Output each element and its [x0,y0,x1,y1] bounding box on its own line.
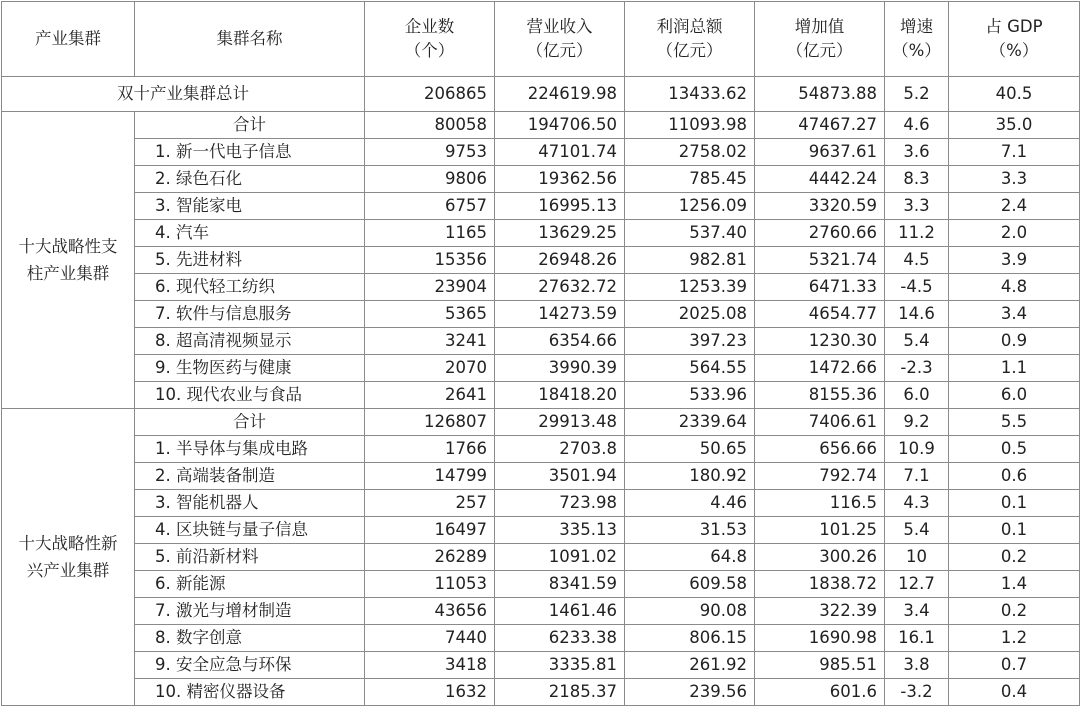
table-cell-value: 4654.77 [755,301,885,328]
table-cell-value: 537.40 [625,220,755,247]
table-body [2,77,1080,706]
cluster-name: 5. 前沿新材料 [135,544,365,571]
table-cell-value: 3.3 [949,166,1080,193]
table-cell-value: 2025.08 [625,301,755,328]
table-cell-value: 335.13 [495,517,625,544]
table-cell-value: 6354.66 [495,328,625,355]
table-row [2,436,1080,463]
table-cell-value: 12.7 [885,571,949,598]
table-cell-value: 785.45 [625,166,755,193]
table-cell-value: 6471.33 [755,274,885,301]
table-cell-value: 35.0 [949,112,1080,139]
group-label: 十大战略性新兴产业集群 [2,409,135,706]
group-subtotal-row [2,409,1080,436]
table-cell-value: 9.2 [885,409,949,436]
table-cell-value: 564.55 [625,355,755,382]
table-cell-value: -3.2 [885,679,949,706]
table-row [2,679,1080,706]
table-row [2,166,1080,193]
table-cell-value: 5321.74 [755,247,885,274]
column-header [949,2,1080,77]
table-cell-value: 47467.27 [755,112,885,139]
table-cell-value: 0.9 [949,328,1080,355]
table-cell-value: 50.65 [625,436,755,463]
cluster-name: 8. 数字创意 [135,625,365,652]
column-header [495,2,625,77]
table-cell-value: 6233.38 [495,625,625,652]
table-cell-value: 1230.30 [755,328,885,355]
column-header-label: 营业收入 [526,17,593,36]
table-cell-value: 2339.64 [625,409,755,436]
table-cell-value: 14.6 [885,301,949,328]
subtotal-name: 合计 [135,409,365,436]
cluster-name: 3. 智能机器人 [135,490,365,517]
table-cell-value: 14273.59 [495,301,625,328]
cluster-name: 2. 绿色石化 [135,166,365,193]
table-cell-value: 4.3 [885,490,949,517]
table-cell-value: 1165 [365,220,495,247]
table-cell-value: 0.1 [949,517,1080,544]
table-cell-value: 533.96 [625,382,755,409]
column-header-unit: （个） [404,41,455,60]
grand-total-row [2,77,1080,112]
table-cell-value: 656.66 [755,436,885,463]
group-subtotal-row [2,112,1080,139]
table-cell-value: 3320.59 [755,193,885,220]
cluster-name: 6. 新能源 [135,571,365,598]
cluster-name: 8. 超高清视频显示 [135,328,365,355]
table-cell-value: 300.26 [755,544,885,571]
table-cell-value: 116.5 [755,490,885,517]
table-cell-value: 4.6 [885,112,949,139]
table-cell-value: 26289 [365,544,495,571]
subtotal-name: 合计 [135,112,365,139]
column-header-label: 增加值 [794,17,845,36]
table-cell-value: 1.1 [949,355,1080,382]
table-cell-value: 4.5 [885,247,949,274]
table-cell-value: 7406.61 [755,409,885,436]
table-cell-value: 2.0 [949,220,1080,247]
table-cell-value: 3.4 [949,301,1080,328]
cluster-name: 10. 现代农业与食品 [135,382,365,409]
table-cell-value: 40.5 [949,77,1080,112]
table-cell-value: 4.46 [625,490,755,517]
table-cell-value: 2070 [365,355,495,382]
table-cell-value: 194706.50 [495,112,625,139]
table-cell-value: 3501.94 [495,463,625,490]
table-cell-value: 3990.39 [495,355,625,382]
table-cell-value: 16995.13 [495,193,625,220]
table-cell-value: 64.8 [625,544,755,571]
table-row [2,571,1080,598]
table-row [2,355,1080,382]
table-row [2,490,1080,517]
table-cell-value: 397.23 [625,328,755,355]
table-cell-value: 982.81 [625,247,755,274]
table-cell-value: 1091.02 [495,544,625,571]
table-cell-value: 0.1 [949,490,1080,517]
table-cell-value: 3418 [365,652,495,679]
column-header-label: 产业集群 [35,29,101,48]
column-header-unit: （%） [892,41,941,60]
table-cell-value: 806.15 [625,625,755,652]
table-row [2,328,1080,355]
table-cell-value: 2760.66 [755,220,885,247]
table-row [2,274,1080,301]
table-row [2,652,1080,679]
table-row [2,220,1080,247]
table-row [2,598,1080,625]
cluster-name: 3. 智能家电 [135,193,365,220]
table-cell-value: 19362.56 [495,166,625,193]
table-row [2,463,1080,490]
table-cell-value: 13433.62 [625,77,755,112]
table-row [2,382,1080,409]
table-cell-value: 224619.98 [495,77,625,112]
table-cell-value: 18418.20 [495,382,625,409]
cluster-name: 7. 软件与信息服务 [135,301,365,328]
table-cell-value: 6.0 [949,382,1080,409]
table-cell-value: 43656 [365,598,495,625]
column-header [625,2,755,77]
table-cell-value: 322.39 [755,598,885,625]
table-cell-value: 15356 [365,247,495,274]
table-cell-value: 16.1 [885,625,949,652]
table-cell-value: 26948.26 [495,247,625,274]
table-row [2,517,1080,544]
table-cell-value: 101.25 [755,517,885,544]
table-cell-value: 3.4 [885,598,949,625]
column-header-label: 利润总额 [656,17,723,36]
cluster-name: 1. 半导体与集成电路 [135,436,365,463]
table-cell-value: 9637.61 [755,139,885,166]
table-cell-value: 11053 [365,571,495,598]
cluster-name: 9. 生物医药与健康 [135,355,365,382]
table-cell-value: 609.58 [625,571,755,598]
table-cell-value: 239.56 [625,679,755,706]
table-row [2,193,1080,220]
table-cell-value: 2185.37 [495,679,625,706]
column-header-unit: （亿元） [786,41,853,60]
table-cell-value: 10 [885,544,949,571]
cluster-name: 1. 新一代电子信息 [135,139,365,166]
table-cell-value: 16497 [365,517,495,544]
cluster-name: 2. 高端装备制造 [135,463,365,490]
table-cell-value: 180.92 [625,463,755,490]
column-header-unit: （亿元） [526,41,593,60]
table-cell-value: 6757 [365,193,495,220]
table-cell-value: 0.7 [949,652,1080,679]
table-cell-value: 31.53 [625,517,755,544]
table-cell-value: 11.2 [885,220,949,247]
column-header-label: 企业数 [404,17,455,36]
column-header-label: 集群名称 [216,29,283,48]
table-cell-value: 3.9 [949,247,1080,274]
grand-total-label: 双十产业集群总计 [2,77,365,112]
table-cell-value: 54873.88 [755,77,885,112]
table-cell-value: 8155.36 [755,382,885,409]
table-cell-value: 5.4 [885,328,949,355]
table-cell-value: 5365 [365,301,495,328]
table-cell-value: 7.1 [949,139,1080,166]
table-cell-value: 126807 [365,409,495,436]
table-cell-value: 601.6 [755,679,885,706]
table-cell-value: 3241 [365,328,495,355]
table-cell-value: -4.5 [885,274,949,301]
table-cell-value: 1838.72 [755,571,885,598]
table-cell-value: 11093.98 [625,112,755,139]
cluster-name: 6. 现代轻工纺织 [135,274,365,301]
table-cell-value: 90.08 [625,598,755,625]
column-header [755,2,885,77]
table-cell-value: 723.98 [495,490,625,517]
table-cell-value: 1.2 [949,625,1080,652]
table-cell-value: 0.5 [949,436,1080,463]
table-cell-value: 1256.09 [625,193,755,220]
column-header-label: 增速 [900,17,933,36]
table-cell-value: 23904 [365,274,495,301]
column-header [365,2,495,77]
table-cell-value: 29913.48 [495,409,625,436]
industry-cluster-table [1,1,1080,706]
column-header-unit: （亿元） [656,41,723,60]
group-label: 十大战略性支柱产业集群 [2,112,135,409]
table-cell-value: 4442.24 [755,166,885,193]
table-cell-value: 1461.46 [495,598,625,625]
table-cell-value: 985.51 [755,652,885,679]
table-cell-value: 5.5 [949,409,1080,436]
cluster-name: 7. 激光与增材制造 [135,598,365,625]
table-cell-value: 1472.66 [755,355,885,382]
cluster-name: 4. 汽车 [135,220,365,247]
table-cell-value: 1632 [365,679,495,706]
table-cell-value: 3.8 [885,652,949,679]
table-cell-value: 5.4 [885,517,949,544]
table-row [2,301,1080,328]
table-cell-value: 3.6 [885,139,949,166]
table-cell-value: 0.6 [949,463,1080,490]
table-cell-value: 2758.02 [625,139,755,166]
table-cell-value: 1253.39 [625,274,755,301]
table-cell-value: 0.2 [949,598,1080,625]
table-cell-value: 7440 [365,625,495,652]
table-cell-value: 8341.59 [495,571,625,598]
cluster-name: 10. 精密仪器设备 [135,679,365,706]
table-cell-value: 3.3 [885,193,949,220]
table-cell-value: 792.74 [755,463,885,490]
table-cell-value: 2703.8 [495,436,625,463]
table-cell-value: 13629.25 [495,220,625,247]
table-cell-value: 1766 [365,436,495,463]
table-cell-value: 2.4 [949,193,1080,220]
table-cell-value: 9806 [365,166,495,193]
table-cell-value: 0.4 [949,679,1080,706]
table-cell-value: 10.9 [885,436,949,463]
column-header-label: 占 GDP [985,17,1043,36]
table-cell-value: 3335.81 [495,652,625,679]
table-cell-value: 14799 [365,463,495,490]
table-cell-value: 9753 [365,139,495,166]
column-header [135,2,365,77]
table-cell-value: 1690.98 [755,625,885,652]
table-cell-value: 2641 [365,382,495,409]
table-row [2,625,1080,652]
table-cell-value: 5.2 [885,77,949,112]
table-header [2,2,1080,77]
table-cell-value: 80058 [365,112,495,139]
cluster-name: 4. 区块链与量子信息 [135,517,365,544]
table-cell-value: 47101.74 [495,139,625,166]
table-cell-value: 4.8 [949,274,1080,301]
table-cell-value: 27632.72 [495,274,625,301]
table-cell-value: -2.3 [885,355,949,382]
column-header [885,2,949,77]
table-row [2,139,1080,166]
table-cell-value: 8.3 [885,166,949,193]
table-row [2,544,1080,571]
table-cell-value: 261.92 [625,652,755,679]
header-row [2,2,1080,77]
column-header-unit: （%） [989,41,1039,60]
cluster-name: 5. 先进材料 [135,247,365,274]
table-cell-value: 206865 [365,77,495,112]
table-cell-value: 6.0 [885,382,949,409]
column-header [2,2,135,77]
table-cell-value: 1.4 [949,571,1080,598]
table-cell-value: 7.1 [885,463,949,490]
table-cell-value: 0.2 [949,544,1080,571]
cluster-name: 9. 安全应急与环保 [135,652,365,679]
table-row [2,247,1080,274]
table-cell-value: 257 [365,490,495,517]
